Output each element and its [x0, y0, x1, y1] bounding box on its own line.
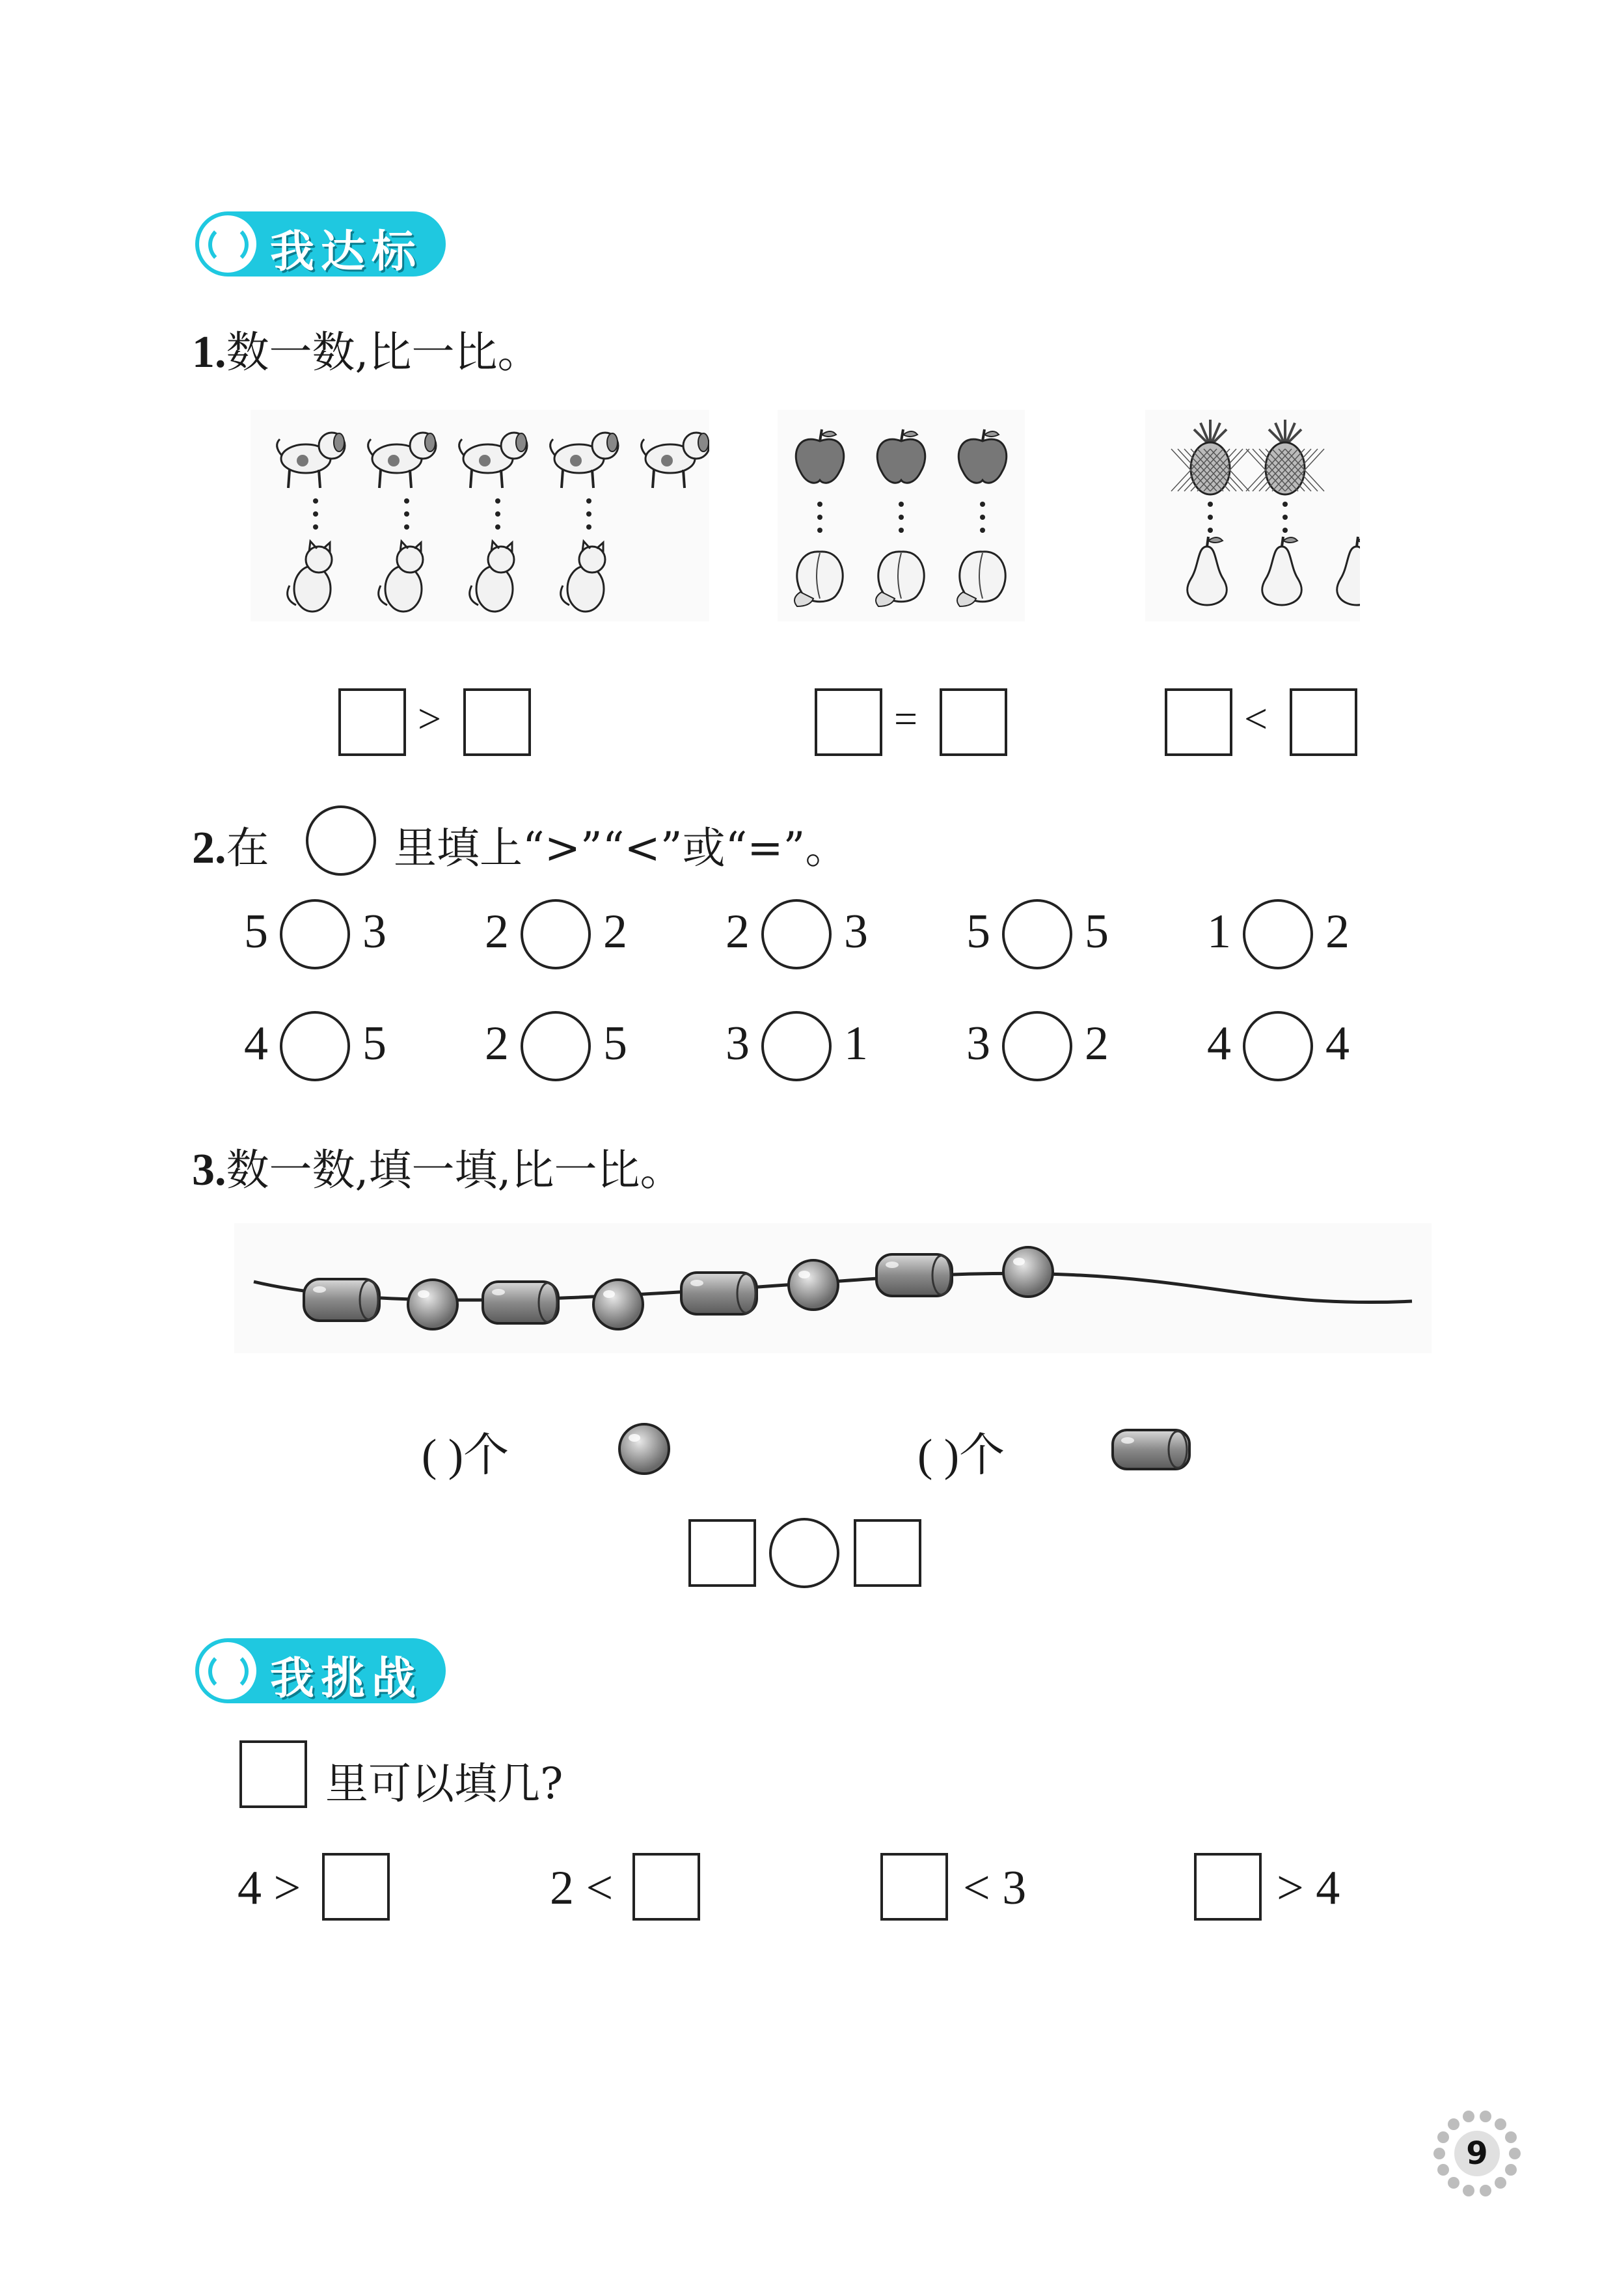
- left-number: 5: [966, 905, 990, 958]
- decorative-dot: [1463, 2185, 1474, 2196]
- answer-box[interactable]: [880, 1853, 948, 1921]
- decorative-dot: [1433, 2148, 1445, 2159]
- question-text-before: 在: [226, 823, 269, 873]
- left-number: 3: [726, 1017, 750, 1070]
- ball-count-blank[interactable]: ( )个: [422, 1431, 509, 1481]
- answer-box[interactable]: [815, 688, 882, 756]
- bead-string-illustration: [234, 1223, 1432, 1353]
- right-number: 3: [362, 905, 387, 958]
- apple-figure: [958, 429, 1007, 483]
- right-number: 2: [1325, 905, 1350, 958]
- ball-bead-icon: [615, 1420, 673, 1478]
- cat-figure: [561, 541, 605, 612]
- right-number: 1: [844, 1017, 868, 1070]
- answer-circle[interactable]: [1002, 1011, 1072, 1081]
- bead-string-panel: [234, 1223, 1432, 1353]
- section-title: 我达标: [270, 226, 423, 278]
- cat-figure: [470, 541, 514, 612]
- ball-bead: [593, 1280, 643, 1329]
- challenge-left-text: 4 >: [238, 1861, 301, 1915]
- right-number: 5: [1085, 905, 1109, 958]
- peach-figure: [794, 552, 843, 606]
- cylinder-bead: [304, 1279, 379, 1321]
- refresh-icon: [199, 215, 256, 273]
- comparison-symbol: <: [1244, 696, 1268, 742]
- answer-box[interactable]: [322, 1853, 390, 1921]
- left-number: 5: [244, 905, 268, 958]
- comparison-symbol: =: [894, 696, 918, 742]
- decorative-dot: [1509, 2148, 1521, 2159]
- answer-box[interactable]: [1165, 688, 1232, 756]
- cylinder-bead: [876, 1254, 952, 1296]
- pineapples-pears-panel: [1145, 410, 1360, 621]
- answer-circle[interactable]: [1243, 899, 1313, 969]
- decorative-dot: [1480, 2185, 1491, 2196]
- answer-box[interactable]: [338, 688, 406, 756]
- refresh-icon: [199, 1642, 256, 1699]
- answer-box[interactable]: [688, 1519, 756, 1587]
- apples-peaches-panel: [778, 410, 1025, 621]
- answer-box[interactable]: [1194, 1853, 1262, 1921]
- left-number: 1: [1207, 905, 1231, 958]
- right-number: 5: [603, 1017, 627, 1070]
- answer-circle-example: [306, 805, 376, 876]
- decorative-dot: [1448, 2177, 1459, 2189]
- challenge-right-text: < 3: [963, 1861, 1027, 1915]
- example-box: [239, 1740, 307, 1808]
- answer-circle[interactable]: [1002, 899, 1072, 969]
- question-text: 数一数,比一比。: [226, 327, 541, 377]
- challenge-left-text: 2 <: [550, 1861, 614, 1915]
- cat-figure: [288, 541, 332, 612]
- answer-circle[interactable]: [761, 899, 832, 969]
- dog-figure: [550, 433, 618, 488]
- dog-figure: [368, 433, 436, 488]
- pineapple-figure: [1171, 420, 1249, 494]
- decorative-dot: [1505, 2164, 1517, 2176]
- question-number: 2.: [192, 823, 226, 873]
- question-2-title: [192, 813, 269, 875]
- decorative-dot: [1480, 2111, 1491, 2122]
- answer-circle[interactable]: [280, 1011, 350, 1081]
- answer-circle[interactable]: [761, 1011, 832, 1081]
- cylinder-count-blank[interactable]: ( )个: [917, 1431, 1005, 1481]
- question-text: 数一数,填一填,比一比。: [226, 1145, 683, 1195]
- question-text-after: 里填上“>”“<”或“=”。: [394, 823, 848, 873]
- section-badge-达标: [195, 211, 446, 277]
- page-number: 9: [1454, 2131, 1500, 2176]
- pear-figure: [1188, 537, 1227, 605]
- peach-figure: [957, 552, 1005, 606]
- ball-bead: [789, 1260, 838, 1310]
- decorative-dot: [1448, 2118, 1459, 2130]
- left-number: 2: [485, 905, 509, 958]
- decorative-dot: [1495, 2177, 1506, 2189]
- pineapple-figure: [1246, 420, 1324, 494]
- apple-figure: [877, 429, 925, 483]
- right-number: 2: [1085, 1017, 1109, 1070]
- answer-box[interactable]: [854, 1519, 921, 1587]
- answer-circle[interactable]: [1243, 1011, 1313, 1081]
- left-number: 2: [726, 905, 750, 958]
- section-title: 我挑战: [270, 1653, 423, 1705]
- ball-bead: [408, 1280, 457, 1329]
- left-number: 2: [485, 1017, 509, 1070]
- challenge-right-text: > 4: [1277, 1861, 1340, 1915]
- pineapples-pears-illustration: [1145, 410, 1360, 621]
- apple-figure: [796, 429, 844, 483]
- decorative-dot: [1495, 2118, 1506, 2130]
- right-number: 4: [1325, 1017, 1350, 1070]
- decorative-dot: [1437, 2131, 1449, 2143]
- right-number: 5: [362, 1017, 387, 1070]
- dog-figure: [459, 433, 527, 488]
- apples-peaches-illustration: [778, 410, 1025, 621]
- answer-box[interactable]: [632, 1853, 700, 1921]
- question-number: 1.: [192, 327, 226, 377]
- left-number: 4: [1207, 1017, 1231, 1070]
- answer-box[interactable]: [940, 688, 1007, 756]
- right-number: 3: [844, 905, 868, 958]
- question-3-title: [192, 1135, 683, 1197]
- dog-figure: [277, 433, 345, 488]
- decorative-dot: [1463, 2111, 1474, 2122]
- decorative-dot: [1505, 2131, 1517, 2143]
- answer-box[interactable]: [463, 688, 531, 756]
- dogs-cats-panel: [251, 410, 709, 621]
- dog-figure: [642, 433, 709, 488]
- question-1-title: [192, 317, 540, 379]
- comparison-symbol: >: [418, 696, 442, 742]
- cat-figure: [379, 541, 423, 612]
- answer-circle[interactable]: [521, 1011, 591, 1081]
- answer-circle[interactable]: [769, 1518, 839, 1588]
- answer-box[interactable]: [1290, 688, 1357, 756]
- left-number: 3: [966, 1017, 990, 1070]
- right-number: 2: [603, 905, 627, 958]
- peach-figure: [876, 552, 924, 606]
- answer-circle[interactable]: [280, 899, 350, 969]
- ball-bead: [1003, 1247, 1053, 1297]
- left-number: 4: [244, 1017, 268, 1070]
- answer-circle[interactable]: [521, 899, 591, 969]
- dogs-cats-illustration: [251, 410, 709, 621]
- cylinder-bead-icon: [1109, 1425, 1194, 1477]
- challenge-prompt: 里可以填几?: [325, 1759, 563, 1809]
- page-number-badge: [1428, 2105, 1526, 2202]
- pear-figure: [1337, 537, 1360, 605]
- pear-figure: [1262, 537, 1301, 605]
- decorative-dot: [1437, 2164, 1449, 2176]
- cylinder-bead: [483, 1282, 558, 1323]
- section-badge-挑战: [195, 1638, 446, 1703]
- question-number: 3.: [192, 1145, 226, 1195]
- cylinder-bead: [681, 1273, 757, 1314]
